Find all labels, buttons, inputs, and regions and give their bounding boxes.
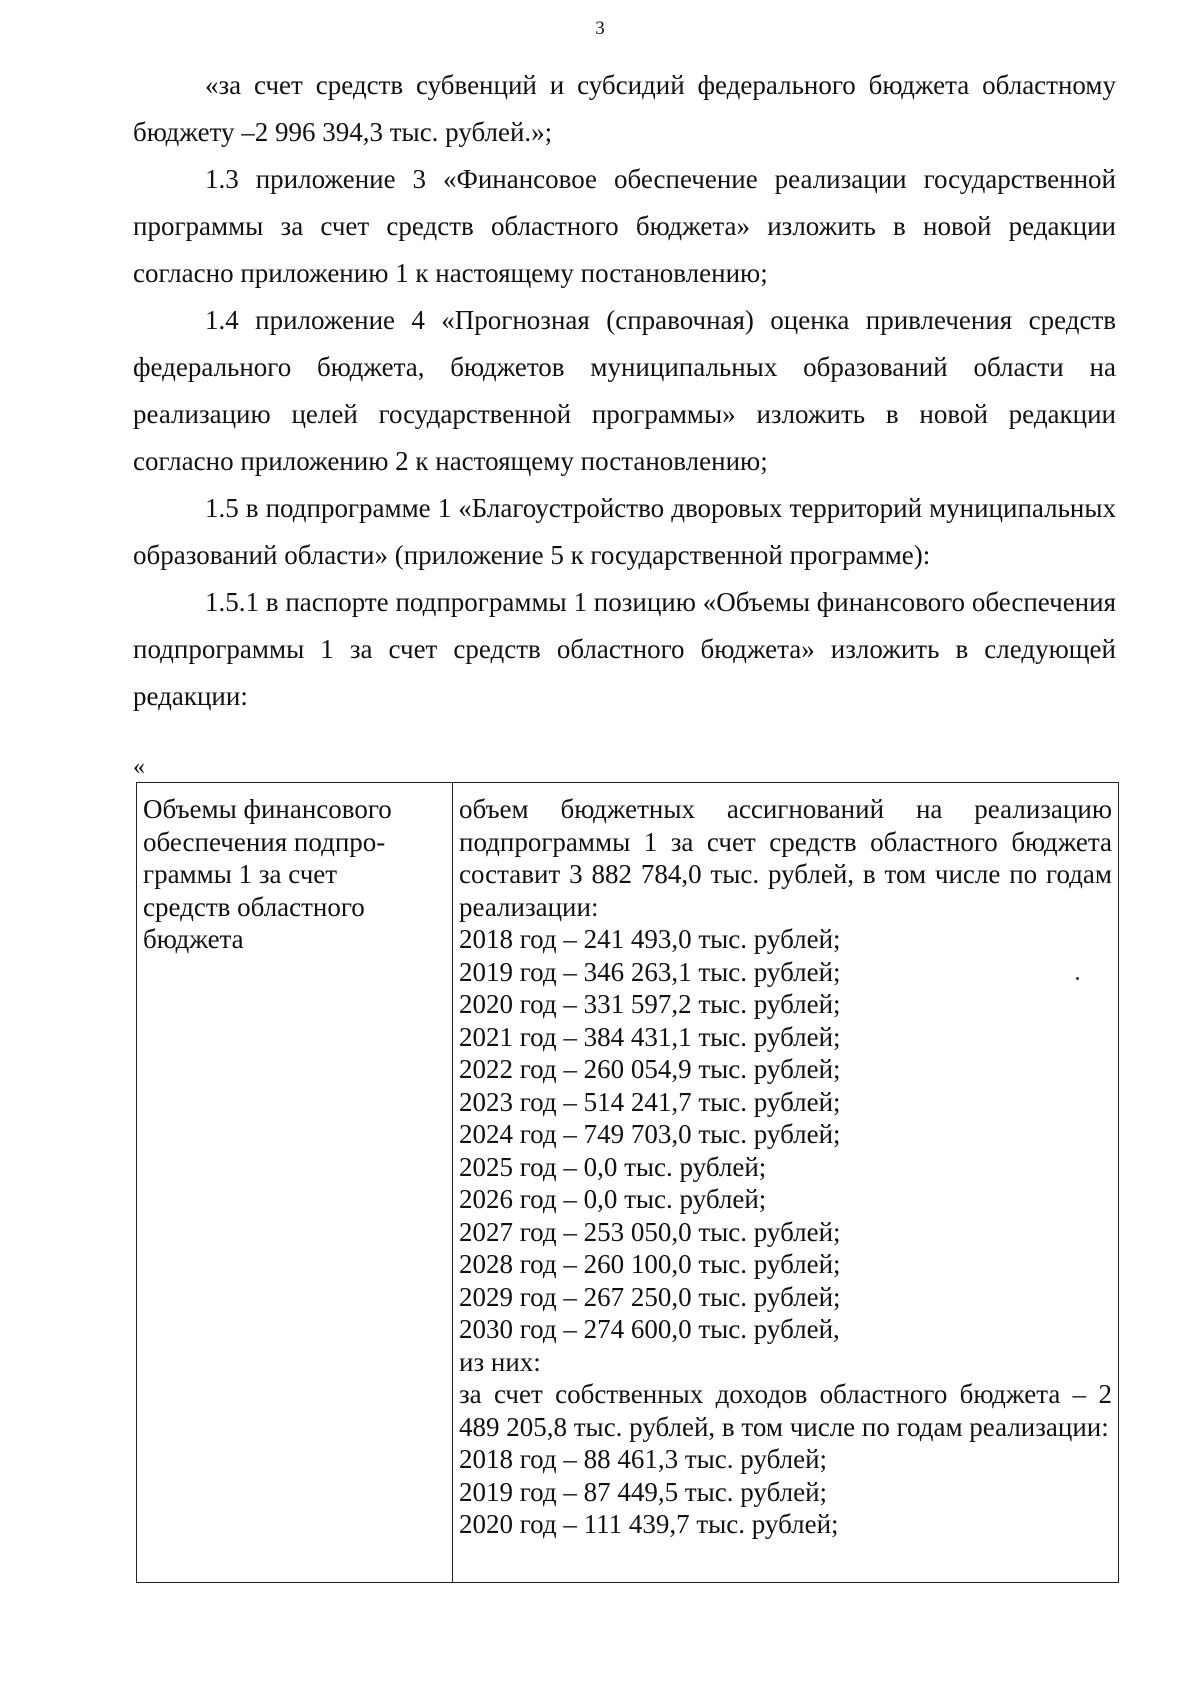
opening-quote-mark: « — [133, 754, 145, 780]
year-total-line: 2018 год – 241 493,0 тыс. рублей; — [459, 924, 841, 954]
label-line: обеспечения подпро- — [143, 826, 386, 857]
label-line: средств областного — [143, 891, 365, 922]
own-income-intro: за счет собственных доходов областного бюджета – 2 489 205,8 тыс. рублей, в том числе по годам реализации: — [459, 1379, 1112, 1442]
year-total-line: 2022 год – 260 054,9 тыс. рублей; — [459, 1054, 841, 1084]
year-own-line: 2020 год – 111 439,7 тыс. рублей; — [459, 1509, 839, 1539]
year-own-line: 2018 год – 88 461,3 тыс. рублей; — [459, 1444, 828, 1474]
year-total-line: 2027 год – 253 050,0 тыс. рублей; — [459, 1216, 841, 1247]
paragraph: «за счет средств субвенций и субсидий федерального бюджета областному бюджету –2 996 394,3 тыс. рублей.»; — [133, 70, 1116, 147]
year-total-line: 2028 год – 260 100,0 тыс. рублей; — [459, 1249, 841, 1279]
funding-intro: объем бюджетных ассигнований на реализацию подпрограммы 1 за счет средств областного бюджета составит 3 882 784,0 тыс. рублей, в том числе по годам реализации: — [459, 794, 1112, 922]
year-total-line: 2025 год – 0,0 тыс. рублей; — [459, 1151, 767, 1182]
page-number: 3 — [595, 18, 605, 39]
year-total-line: 2030 год – 274 600,0 тыс. рублей, — [459, 1314, 840, 1344]
year-total-line: 2026 год – 0,0 тыс. рублей; — [459, 1184, 767, 1214]
label-line: Объемы финансового — [143, 794, 392, 824]
year-total-line: 2019 год – 346 263,1 тыс. рублей; — [459, 956, 841, 987]
year-total-line: 2029 год – 267 250,0 тыс. рублей; — [459, 1281, 841, 1312]
document-body — [133, 62, 1116, 720]
year-total-line: 2020 год – 331 597,2 тыс. рублей; — [459, 989, 841, 1019]
paragraph: 1.3 приложение 3 «Финансовое обеспечение реализации государственной программы за счет средств областного бюджета» изложить в новой редакции согласно приложению 1 к настоящему постановлению; — [133, 164, 1116, 288]
year-total-line: 2023 год – 514 241,7 тыс. рублей; — [459, 1086, 841, 1117]
table-value-cell — [453, 783, 1119, 1583]
of-which-label: из них: — [459, 1346, 541, 1377]
year-total-line: 2024 год – 749 703,0 тыс. рублей; — [459, 1119, 841, 1149]
table-row — [137, 783, 1119, 1583]
paragraph: 1.5 в подпрограмме 1 «Благоустройство дворовых территорий муниципальных образований области» (приложение 5 к государственной программе): — [133, 493, 1116, 570]
paragraph: 1.4 приложение 4 «Прогнозная (справочная) оценка привлечения средств федерального бюджета, бюджетов муниципальных образований области на реализацию целей государственной программы» изложить в новой редакции согласно приложению 2 к настоящему постановлению; — [133, 305, 1116, 476]
label-line: граммы 1 за счет — [143, 859, 338, 889]
label-line: бюджета — [143, 924, 244, 954]
table-label-cell — [137, 783, 453, 1583]
year-own-line: 2019 год – 87 449,5 тыс. рублей; — [459, 1476, 828, 1507]
financing-table — [136, 782, 1119, 1583]
paragraph: 1.5.1 в паспорте подпрограммы 1 позицию «Объемы финансового обеспечения подпрограммы 1 за счет средств областного бюджета» изложить в следующей редакции: — [133, 587, 1116, 711]
scan-speck — [1076, 977, 1079, 980]
year-total-line: 2021 год – 384 431,1 тыс. рублей; — [459, 1021, 841, 1052]
